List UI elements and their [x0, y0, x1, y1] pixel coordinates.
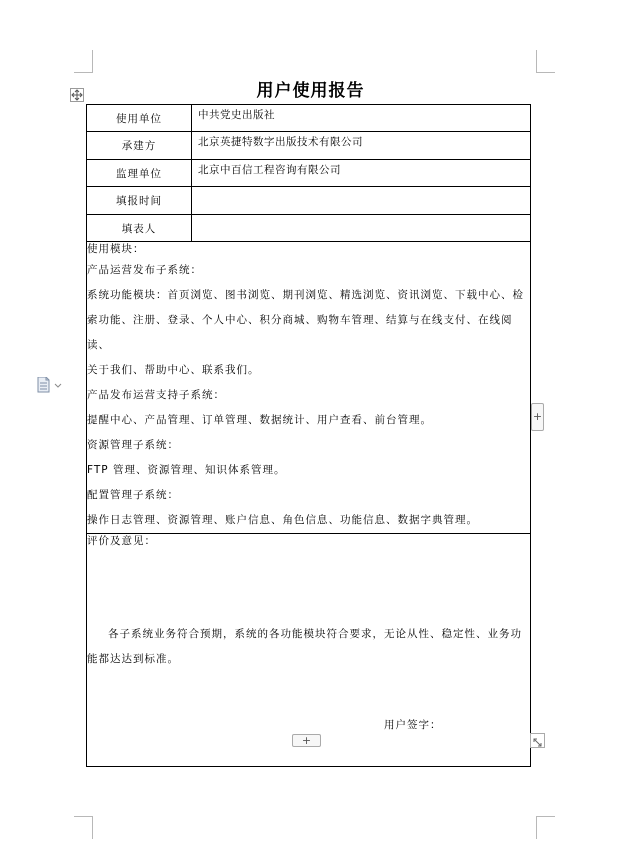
crop-mark-bottom-right [536, 816, 555, 839]
add-row-button[interactable]: + [292, 734, 321, 747]
table-row [87, 242, 531, 534]
info-value-fill-time[interactable] [192, 187, 531, 215]
crop-mark-bottom-left [74, 816, 93, 839]
document-icon[interactable] [37, 377, 63, 393]
modules-cell[interactable] [87, 242, 531, 534]
info-label-user-unit: 使用单位 [87, 105, 192, 132]
crop-mark-top-right [536, 50, 555, 73]
comments-cell[interactable] [87, 534, 531, 767]
info-label-contractor: 承建方 [87, 132, 192, 160]
modules-line: 提醒中心、产品管理、订单管理、数据统计、用户查看、前台管理。 [87, 414, 432, 426]
document-title: 用户使用报告 [256, 81, 365, 101]
modules-line: 产品发布运营支持子系统： [87, 389, 225, 401]
info-value-contractor[interactable]: 北京英捷特数字出版技术有限公司 [192, 132, 531, 160]
table-resize-handle[interactable] [530, 733, 545, 748]
info-label-supervisor: 监理单位 [87, 160, 192, 187]
comments-heading: 评价及意见： [87, 535, 156, 547]
modules-heading: 使用模块： [87, 243, 145, 255]
modules-line: 产品运营发布子系统： [87, 264, 202, 276]
signature-label: 用户签字： [384, 719, 442, 731]
modules-line: 系统功能模块：首页浏览、图书浏览、期刊浏览、精选浏览、资讯浏览、下载中心、检 [87, 289, 524, 301]
table-row [87, 215, 531, 242]
modules-line: 关于我们、帮助中心、联系我们。 [87, 364, 260, 376]
resize-diagonal-icon [531, 736, 544, 749]
info-value-user-unit[interactable]: 中共党史出版社 [192, 105, 531, 132]
modules-line: 配置管理子系统： [87, 489, 179, 501]
info-label-filler: 填表人 [87, 215, 192, 242]
modules-line: 索功能、注册、登录、个人中心、积分商城、购物车管理、结算与在线支付、在线阅读、 [87, 314, 513, 351]
crop-mark-top-left [74, 50, 93, 73]
modules-line: FTP 管理、资源管理、知识体系管理。 [87, 464, 286, 476]
table-row [87, 132, 531, 160]
table-row [87, 105, 531, 132]
add-column-button[interactable]: + [531, 403, 544, 431]
table-row [87, 160, 531, 187]
report-table [86, 104, 531, 767]
modules-line: 操作日志管理、资源管理、账户信息、角色信息、功能信息、数据字典管理。 [87, 514, 478, 526]
info-value-supervisor[interactable]: 北京中百信工程咨询有限公司 [192, 160, 531, 187]
table-row [87, 187, 531, 215]
info-label-fill-time: 填报时间 [87, 187, 192, 215]
table-row [87, 534, 531, 767]
modules-line: 资源管理子系统： [87, 439, 179, 451]
info-value-filler[interactable] [192, 215, 531, 242]
comments-body: 各子系统业务符合预期，系统的各功能模块符合要求，无论从性、稳定性、业务功能都达达到标准。 [87, 628, 522, 665]
